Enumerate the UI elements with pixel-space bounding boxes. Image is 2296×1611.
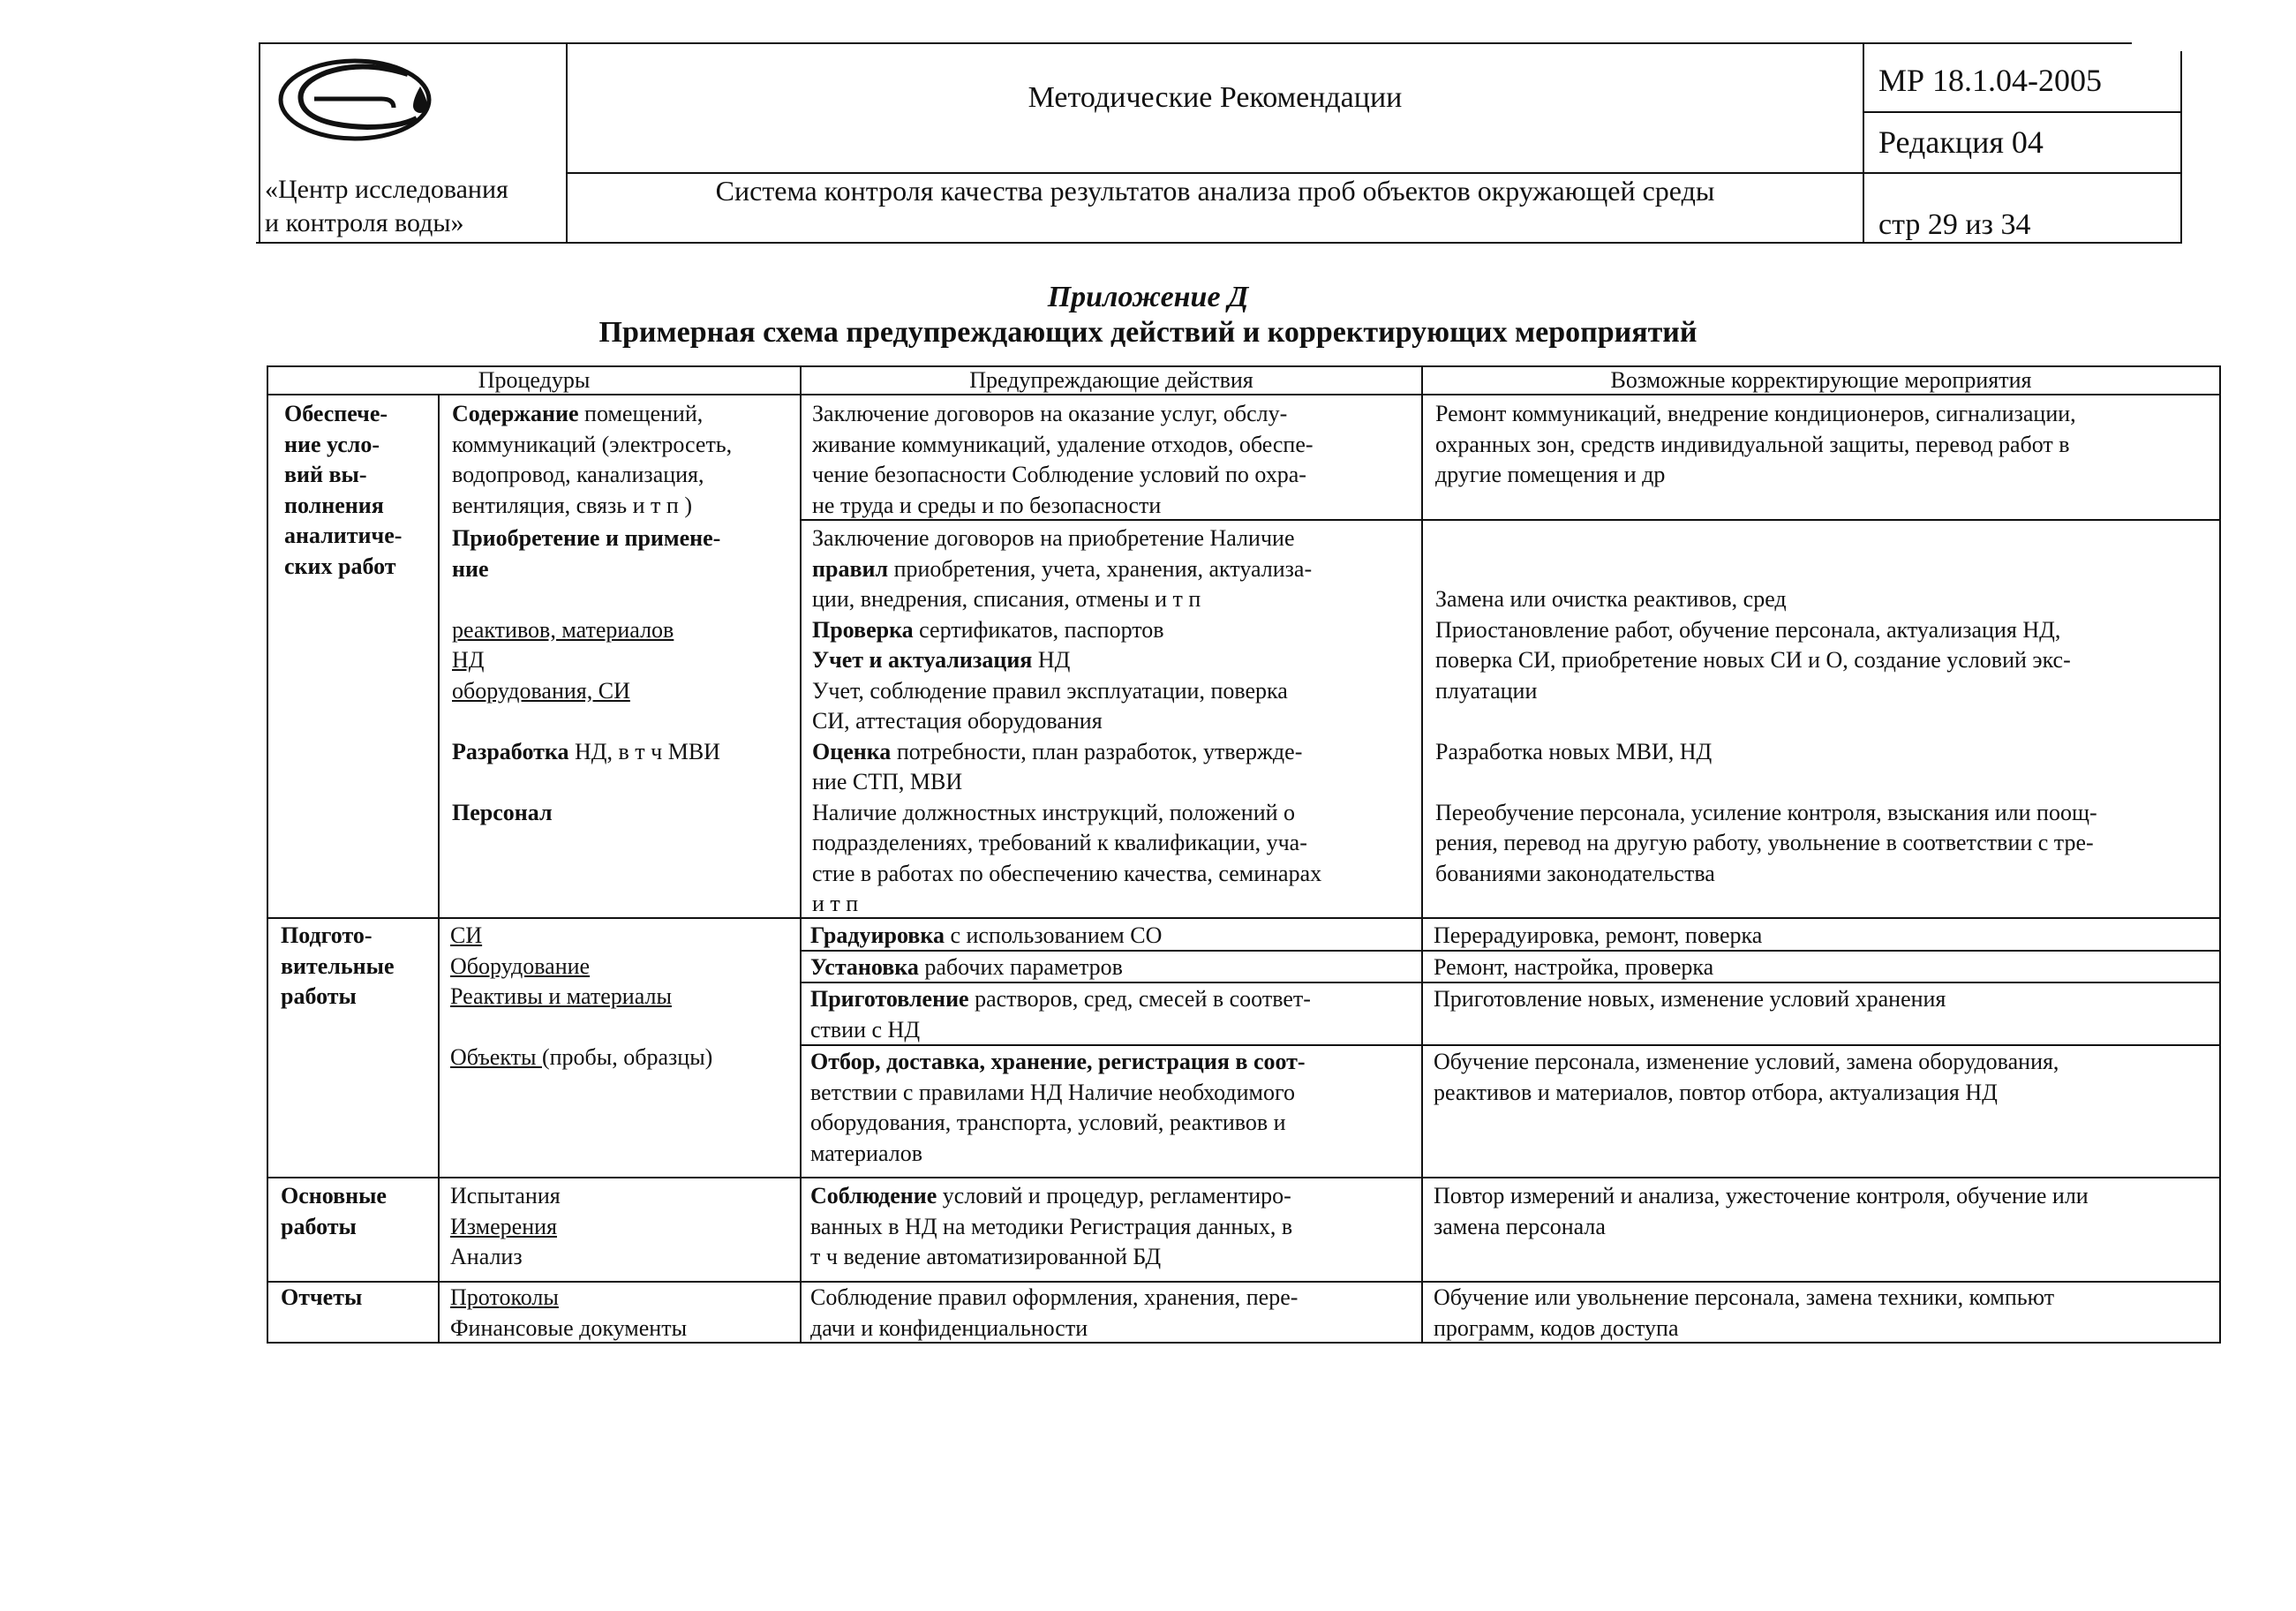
page-number: стр 29 из 34	[1878, 208, 2031, 241]
appendix-title: Примерная схема предупреждающих действий и корректирующих мероприятий	[598, 316, 1698, 349]
corrective-main-works: Повтор измерений и анализа, ужесточение контроля, обучение или замена персонала	[1434, 1183, 2089, 1239]
rule	[256, 242, 2182, 244]
rule	[800, 365, 802, 1344]
corrective-reports: Обучение или увольнение персонала, замена техники, компьют программ, кодов доступа	[1434, 1284, 2055, 1341]
procedure-acquisition: Приобретение и примене- ние реактивов, материалов НД оборудования, СИ Разработка НД, в т ч МВИ Персонал	[452, 523, 720, 828]
preventive-preparation: Приготовление растворов, сред, смесей в соответ- ствии с НД	[810, 986, 1311, 1043]
category-reports: Отчеты	[281, 1284, 363, 1310]
corrective-sampling: Обучение персонала, изменение условий, замена оборудования, реактивов и материалов, повтор отбора, актуализация НД	[1434, 1049, 2059, 1105]
doc-number: МР 18.1.04-2005	[1878, 63, 2103, 98]
rule	[1863, 42, 1864, 242]
procedure-personnel: Персонал	[452, 799, 553, 825]
revision: Редакция 04	[1878, 124, 2044, 160]
rule	[2180, 51, 2182, 242]
corrective-calibration: Перерадуировка, ремонт, поверка	[1434, 922, 1763, 948]
logo-emblem	[275, 55, 443, 145]
procedure-premises: Содержание помещений, коммуникаций (электросеть, водопровод, канализация, вентиляция, связь и т п )	[452, 401, 733, 518]
rule	[259, 42, 260, 242]
preventive-reports: Соблюдение правил оформления, хранения, пере- дачи и конфиденциальности	[810, 1284, 1299, 1341]
corrective-premises: Ремонт коммуникаций, внедрение кондиционеров, сигнализации, охранных зон, средств индивидуальной защиты, перевод работ в другие помещения и др	[1435, 401, 2076, 487]
category-preparatory: Подгото- вительные работы	[281, 922, 395, 1009]
col-header-procedures: Процедуры	[478, 367, 591, 393]
rule	[566, 172, 2182, 174]
link-equipment: оборудования, СИ	[452, 677, 630, 704]
rule	[566, 42, 568, 242]
rule	[1863, 111, 2182, 113]
category-conditions: Обеспече- ние усло- вий вы- полнения аналитиче- ских работ	[284, 401, 403, 579]
org-name-line1: «Центр исследования	[265, 175, 508, 204]
appendix-label: Приложение Д	[1047, 281, 1249, 313]
preventive-main-works: Соблюдение условий и процедур, регламентиро- ванных в НД на методики Регистрация данных, в т ч ведение автоматизированной БД	[810, 1183, 1293, 1269]
corrective-preparation: Приготовление новых, изменение условий хранения	[1434, 986, 1946, 1012]
link-nd: НД	[452, 647, 485, 673]
rule	[1421, 365, 1423, 1344]
link-reagents: реактивов, материалов	[452, 616, 674, 643]
preventive-premises: Заключение договоров на оказание услуг, обслу- живание коммуникаций, удаление отходов, обеспе- чение безопасности Соблюдение условий по охра- не труда и среды и по безопасности	[812, 401, 1314, 518]
col-header-preventive: Предупреждающие действия	[969, 367, 1253, 393]
procedure-preparatory: СИ Оборудование Реактивы и материалы Объекты (пробы, образцы)	[450, 922, 713, 1070]
procedure-reports: Протоколы Финансовые документы	[450, 1284, 688, 1341]
corrective-setup: Ремонт, настройка, проверка	[1434, 954, 1714, 980]
corrective-acquisition: Замена или очистка реактивов, сред Приостановление работ, обучение персонала, актуализация НД, поверка СИ, приобретение новых СИ и О, создание условий экс- плуатации Разработка новых МВИ, НД Переобучение персонала, усиление контроля, взыскания или поощ- рения, перевод на другую работу, увольнение в соответствии с тре- бованиями законодательства	[1435, 586, 2097, 886]
preventive-acquisition: Заключение договоров на приобретение Наличие правил приобретения, учета, хранения, актуализа- ции, внедрения, списания, отмены и т п Проверка сертификатов, паспортов Учет и актуализация НД Учет, соблюдение правил эксплуатации, поверка СИ, аттестация оборудования Оценка потребности, план разработок, утвержде- ние СТП, МВИ Наличие должностных инструкций, положений о подразделениях, требований к квалификации, уча- стие в работах по обеспечению качества, семинарах и т п	[812, 525, 1322, 916]
rule	[438, 394, 440, 1344]
org-name-line2: и контроля воды»	[265, 208, 464, 237]
rule	[2219, 365, 2221, 1344]
doc-title: Система контроля качества результатов анализа проб объектов окружающей среды	[715, 175, 1715, 207]
doc-type: Методические Рекомендации	[1028, 81, 1403, 114]
rule	[259, 42, 2132, 44]
procedure-main-works: Испытания Измерения Анализ	[450, 1183, 561, 1269]
preventive-calibration: Градуировка с использованием СО	[810, 922, 1163, 948]
category-main-works: Основные работы	[281, 1183, 387, 1239]
preventive-sampling: Отбор, доставка, хранение, регистрация в соот- ветствии с правилами НД Наличие необходимого оборудования, транспорта, условий, реактивов и материалов	[810, 1049, 1306, 1166]
preventive-setup: Установка рабочих параметров	[810, 954, 1123, 980]
col-header-corrective: Возможные корректирующие мероприятия	[1610, 367, 2032, 393]
rule	[267, 365, 268, 1344]
rule	[267, 1177, 2221, 1178]
